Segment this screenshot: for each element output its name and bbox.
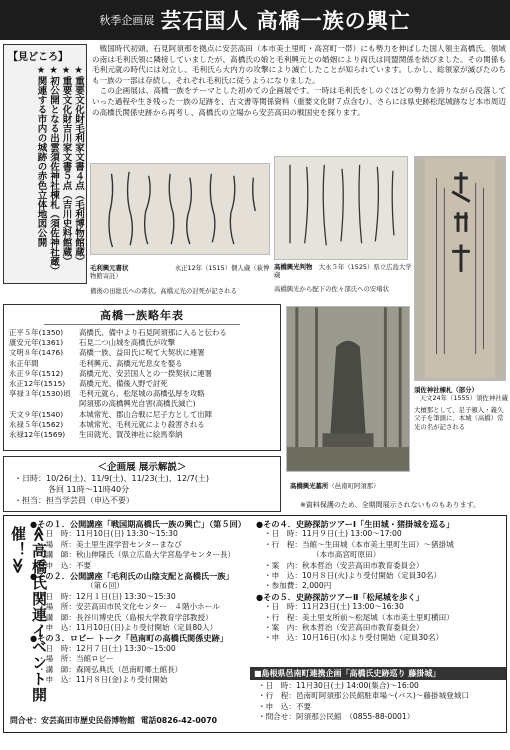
header-title: 芸石国人 高橋一族の興亡 [160,8,411,33]
chronology-row: 永正９年(1512) 高橋元光、安芸国人との一揆契状に連署 [9,368,213,378]
chronology-row: 永正12年(1515) 高橋元光、備後入野で討死 [9,379,168,389]
event-detail: （本市高宮町原田） [312,550,381,560]
highlight-item: ★重要文化財毛利家文書４点（毛利博物館蔵） [73,65,84,266]
contact-phone: 電話0826-42-0070 [140,716,218,725]
caption-photo-2 [274,263,414,293]
event-detail: ・案 内：秋本哲治（安芸高田市教育委員会） [264,623,424,633]
event-detail: ・申 込：10月16日(水)より受付開始（定員30名） [264,633,444,643]
caption-photo-3 [414,386,508,431]
event-detail: ・行 程：当館～生田城（本市美土里町生田）～猪掛城 [264,539,454,549]
caption-photo-4 [290,482,420,490]
exhibit-lecture-time: 各回 11時～11時40分 [48,485,130,494]
event-detail: ・参加費：2,000円 [264,581,332,591]
caption-title: 高橋興光墓所 [290,482,329,490]
event-heading: ●その２．公開講座「毛利氏の山陰支配と高橋氏一族」 [30,571,234,582]
caption-desc: 高橋興光から配下の佐々部氏への安堵状 [274,284,390,293]
highlight-item: ★重要文化財吉川家文書５点（吉川史料館蔵） [60,65,72,266]
highlight-item: ★初公開となる出雲須佐神社棟札（須佐神社蔵） [48,65,59,276]
caption-date: 永正12年（1515）個人蔵（萩博物館寄託） [90,264,270,281]
event-heading: ●その５．史跡探訪ツアーⅡ「松尾城を歩く」 [256,591,424,602]
chronology-row: 文明８年(1476) 高橋一族、益田氏に呪て大契状に連署 [9,348,205,358]
event-detail: ・場 所：安芸高田市民文化センター ４階小ホール [38,602,220,612]
event-detail: ・場 所：当館ロビー [38,654,114,664]
contact-label: 問合せ：安芸高田市歴史民俗博物館 [10,716,135,725]
caption-title: 須佐神社棟札（部分） [414,386,478,394]
event-detail: ・案 内：秋本哲治（安芸高田市教育委員会） [264,560,424,570]
gravestone-image [287,307,409,471]
highlights-list [34,65,84,277]
chronology-row: 康安元年(1361) 石見二つ山城を高橋氏が攻撃 [9,338,176,348]
chronology-row: 天文９年(1540) 本城常光、郡山合戦に尼子方として出陣 [9,409,213,419]
chronology-rows [4,325,280,440]
photo-takahashi-document [274,156,408,260]
event-detail: ・問合せ：阿須那公民館 （0855-88-0001） [258,712,415,722]
chronology-row: 正平５年(1350) 高橋氏、備中より石見阿須那に入ると伝わる [9,328,227,337]
chronology-row: 永禄12年(1569) 生田就光、賀茂神社に絵馬奉納 [9,430,183,440]
collab-details [250,681,506,723]
event-detail: ・講 師：長谷川博史氏（島根大学教育学部教授） [38,612,213,622]
caption-date: 大永５年（1525）県立広島大学蔵 [274,263,412,280]
photo-susa-munafuda [414,156,506,381]
museum-contact [10,715,270,726]
intro-text [92,44,506,118]
exhibit-lecture-box [3,456,281,512]
chronology-row: 永正年間 毛利興元、高橋元光息女を娶る [9,358,183,368]
caption-title: 高橋興光判物 [274,263,313,271]
event-detail: （第６回） [86,581,124,591]
event-detail: ・申 込：11月８日(金)より受付開始 [38,675,168,685]
event-detail: ・申 込：不要 [258,701,312,711]
event-detail: ・場 所：美土里生涯学習センターまなび [38,539,182,549]
event-detail: ・日 時：11月23日(土) 13:00～16:30 [264,602,404,612]
ohnan-collab-box [250,667,506,733]
exhibit-lecture-lead: ・担当：担当学芸員（申込不要） [14,496,134,505]
event-detail: ・日 時：11月10日(日) 13:30～15:30 [38,529,178,539]
event-detail: ・申 込：10月８日(火)より受付開始（定員30名） [264,571,442,581]
event-detail: ・行 程：邑南町阿須那公民館駐車場～(バス)～藤掛城登城口 [258,691,469,701]
event-detail: ・行 程：美土里支所前～松尾城（本市美土里町横田） [264,612,454,622]
wooden-plank-image [415,157,505,380]
highlights-box [3,44,87,284]
event-detail: ・講 師：森岡弘典氏（邑南町郷土館長） [38,664,183,674]
document-image [91,164,269,254]
photo-mouri-letter [90,163,270,255]
event-detail: ・講 師：秋山伸隆氏（県立広島大学宮島学センター長） [38,550,236,560]
events-vertical-title: ≪高橋氏関連イベント開催！≫ [9,526,48,703]
event-heading: ●その１．公開講座「戦国期高橋氏一族の興亡」（第５回） [30,519,246,529]
chronology-row: 阿須那の高橋興光自害(高橋氏滅亡) [79,399,196,409]
caption-date: （邑南町阿須那） [328,482,380,490]
caption-desc: 大檀那として、足子頓入・義久父子を筆頭に、本城（高橋）常光の名が記される [414,405,504,431]
intro-paragraph-2: この企画展は、高橋一族をテーマとした初めての企画展です。一時は毛利氏をしのぐほどの勢力を誇りながら没落していった過程や生き残った一族の足跡を、古文書等関係資料（重要文化財７点含む）、さらには県史跡松尾城跡など本市周辺の高橋氏関係史跡から再考し、高橋氏の立場から安芸高田の戦国史を探ります。 [92,86,506,117]
exhibit-lecture-dates: ・日時：10/26(土)、11/9(土)、11/23(土)、12/7(土) [14,474,210,483]
exhibit-lecture-title: ＜企画展 展示解説＞ [97,462,187,473]
chronology-row: 享禄３年(1530)頃 毛利元就ら、松尾城の高橋弘厚を攻略 [9,389,205,399]
events-left-column [30,519,280,686]
preservation-note: ※資料保護のため、全期間展示されないものもあります。 [300,501,481,509]
caption-desc: 備後の田総氏への書状。高橋元光の討死が記される [90,286,237,295]
collab-heading: ■島根県邑南町連携企画「高橋氏史跡巡り 藤掛城」 [250,667,506,680]
events-right-column [256,519,506,644]
chronology-title: 高橋一族略年表 [44,305,240,325]
intro-paragraph-1: 戦国時代初頭、石見阿須那を拠点に安芸高田（本市美土里町・高宮町一帯）にも勢力を伸ばした国人領主高橋氏。領域の南は毛利氏領に隣接していましたが、高橋氏の娘と毛利興元との婚姻により両氏は同盟関係を結びました。その関係も毛利元就の時代には対立し、毛利氏ら大内方の攻撃により滅亡したことが知られています。しかし、総領家が滅びたのちも一族の一部は存続し、それぞれ毛利氏に従うようになりました。 [92,44,506,85]
highlights-title: 【見どころ】 [8,52,68,63]
header-subtitle: 秋季企画展 [99,14,155,27]
event-heading: ●その３．ロビー トーク「邑南町の高橋氏関係史跡」 [30,633,228,644]
event-heading: ●その４．史跡探訪ツアーⅠ「生田城・猪掛城を巡る」 [256,519,455,529]
chronology-row: 永禄５年(1562) 本城常光、毛利元就により殺害される [9,419,205,429]
event-detail: ・日 時：11月９日(土) 13:00～17:00 [264,529,402,539]
event-detail: ・日 時：11月30日(土) 14:00(集合)～16:00 [258,681,419,690]
photo-takahashi-grave [286,306,410,472]
chronology-table [3,304,281,451]
caption-title: 毛利興元書状 [90,264,129,272]
event-detail: ・申 込：11月10日(日)より受付開始（定員80人） [38,623,218,633]
highlight-item: ★関連する市内の城跡の赤色立体地図公開 [35,65,47,247]
caption-photo-1 [90,264,270,295]
event-detail: ・日 時：12月７日(土) 13:30～15:00 [38,643,176,653]
document-image [275,157,407,259]
event-detail: ・申 込：不要 [38,560,92,570]
event-detail: ・日 時：12月１日(日) 13:30～15:30 [38,591,176,601]
caption-date: 天文24年（1555）須佐神社蔵 [419,394,508,403]
header-banner [0,0,510,40]
